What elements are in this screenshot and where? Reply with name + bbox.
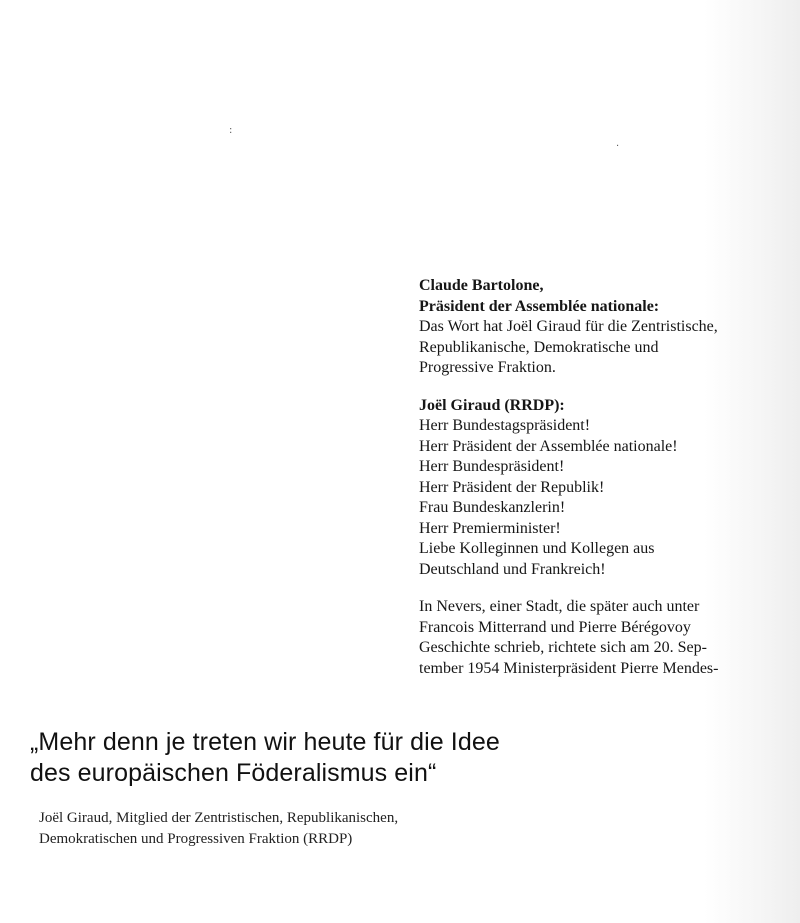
speech-line: Herr Bundestagspräsident! [419,417,591,434]
print-speck: . [616,138,620,149]
speech-block-bartolone [419,276,794,379]
speech-block-giraud [419,396,794,581]
speech-line: Herr Bundespräsident! [419,458,565,475]
speaker-name: Claude Bartolone, [419,277,544,294]
quote-attribution [39,808,398,849]
print-speck: : [229,125,233,136]
speech-line: Republikanische, Demokratische und [419,338,659,356]
speaker-name: Joël Giraud (RRDP): [419,396,565,414]
speech-line: Das Wort hat Joël Giraud für die Zentristische, [419,318,718,335]
speech-transcript [419,276,794,696]
speech-line: Herr Präsident der Republik! [419,478,605,496]
speech-line: Herr Präsident der Assemblée nationale! [419,437,678,455]
pull-quote [30,727,500,789]
speech-line: Geschichte schrieb, richtete sich am 20. Sep- [419,639,707,656]
attribution-line: Joël Giraud, Mitglied der Zentristischen, Republikanischen, [39,810,399,826]
speech-line: In Nevers, einer Stadt, die später auch unter [419,598,700,615]
speech-block-nevers [419,597,794,679]
speaker-title: Präsident der Assemblée nationale: [419,297,660,315]
speech-line: Progressive Fraktion. [419,359,556,376]
speech-line: Frau Bundeskanzlerin! [419,499,566,516]
speech-line: Herr Premierminister! [419,519,561,537]
pull-quote-line: „Mehr denn je treten wir heute für die Idee [30,728,500,756]
speech-line: Deutschland und Frankreich! [419,560,606,578]
speech-line: Liebe Kolleginnen und Kollegen aus [419,540,655,557]
attribution-line: Demokratischen und Progressiven Fraktion (RRDP) [39,830,353,847]
speech-line: tember 1954 Ministerpräsident Pierre Mendes- [419,659,719,677]
pull-quote-line: des europäischen Föderalismus ein“ [30,759,437,787]
speech-line: Francois Mitterrand und Pierre Bérégovoy [419,618,691,636]
